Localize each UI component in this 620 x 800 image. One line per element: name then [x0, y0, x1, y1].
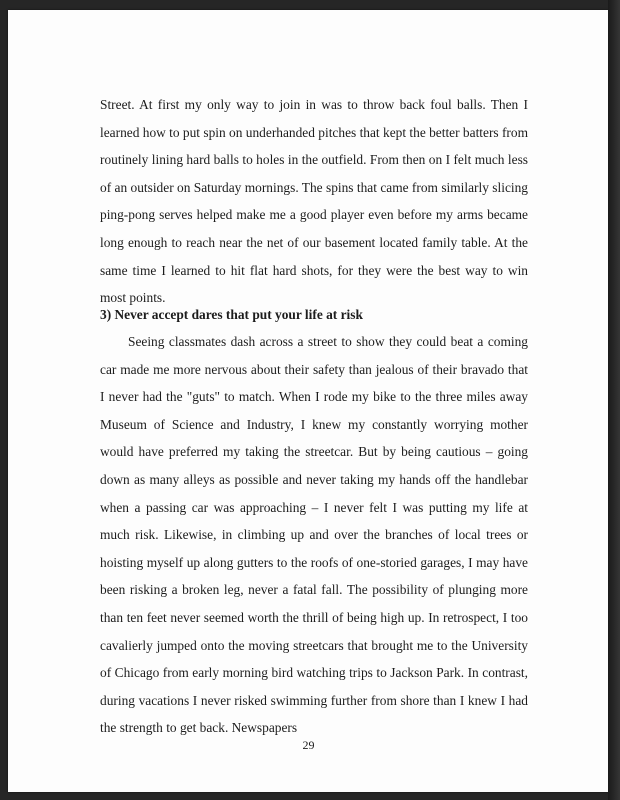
document-page	[8, 10, 609, 792]
section-heading: 3) Never accept dares that put your life at risk	[100, 307, 363, 322]
page-number: 29	[302, 738, 315, 752]
body-paragraph-continued: Street. At first my only way to join in was to throw back foul balls. Then I learned how to put spin on underhanded pitches that kept the better batters from routinely lining hard balls to holes in the outfield. From then on I felt much less of an outsider on Saturday mornings. The spins that came from similarly slicing ping-pong serves helped make me a good player even before my arms became long enough to reach near the net of our basement located family table. At the same time I learned to hit flat hard shots, for they were the best way to win most points.	[100, 97, 529, 306]
body-paragraph: Seeing classmates dash across a street to show they could beat a coming car made me more nervous about their safety than jealous of their bravado that I never had the "guts" to match. When I rode my bike to the three miles away Museum of Science and Industry, I knew my constantly worrying mother would have preferred my taking the streetcar. But by being cautious – going down as many alleys as possible and never taking my hands off the handlebar when a passing car was approaching – I never felt I was putting my life at much risk. Likewise, in climbing up and over the branches of local trees or hoisting myself up along gutters to the roofs of one-storied garages, I may have been risking a broken leg, never a fatal fall. The possibility of plunging more than ten feet never seemed worth the thrill of being high up. In retrospect, I too cavalierly jumped onto the moving streetcars that brought me to the University of Chicago from early morning bird watching trips to Jackson Park. In contrast, during vacations I never risked swimming further from shore than I knew I had the strength to get back. Newspapers	[100, 334, 528, 736]
scan-edge	[608, 0, 620, 800]
